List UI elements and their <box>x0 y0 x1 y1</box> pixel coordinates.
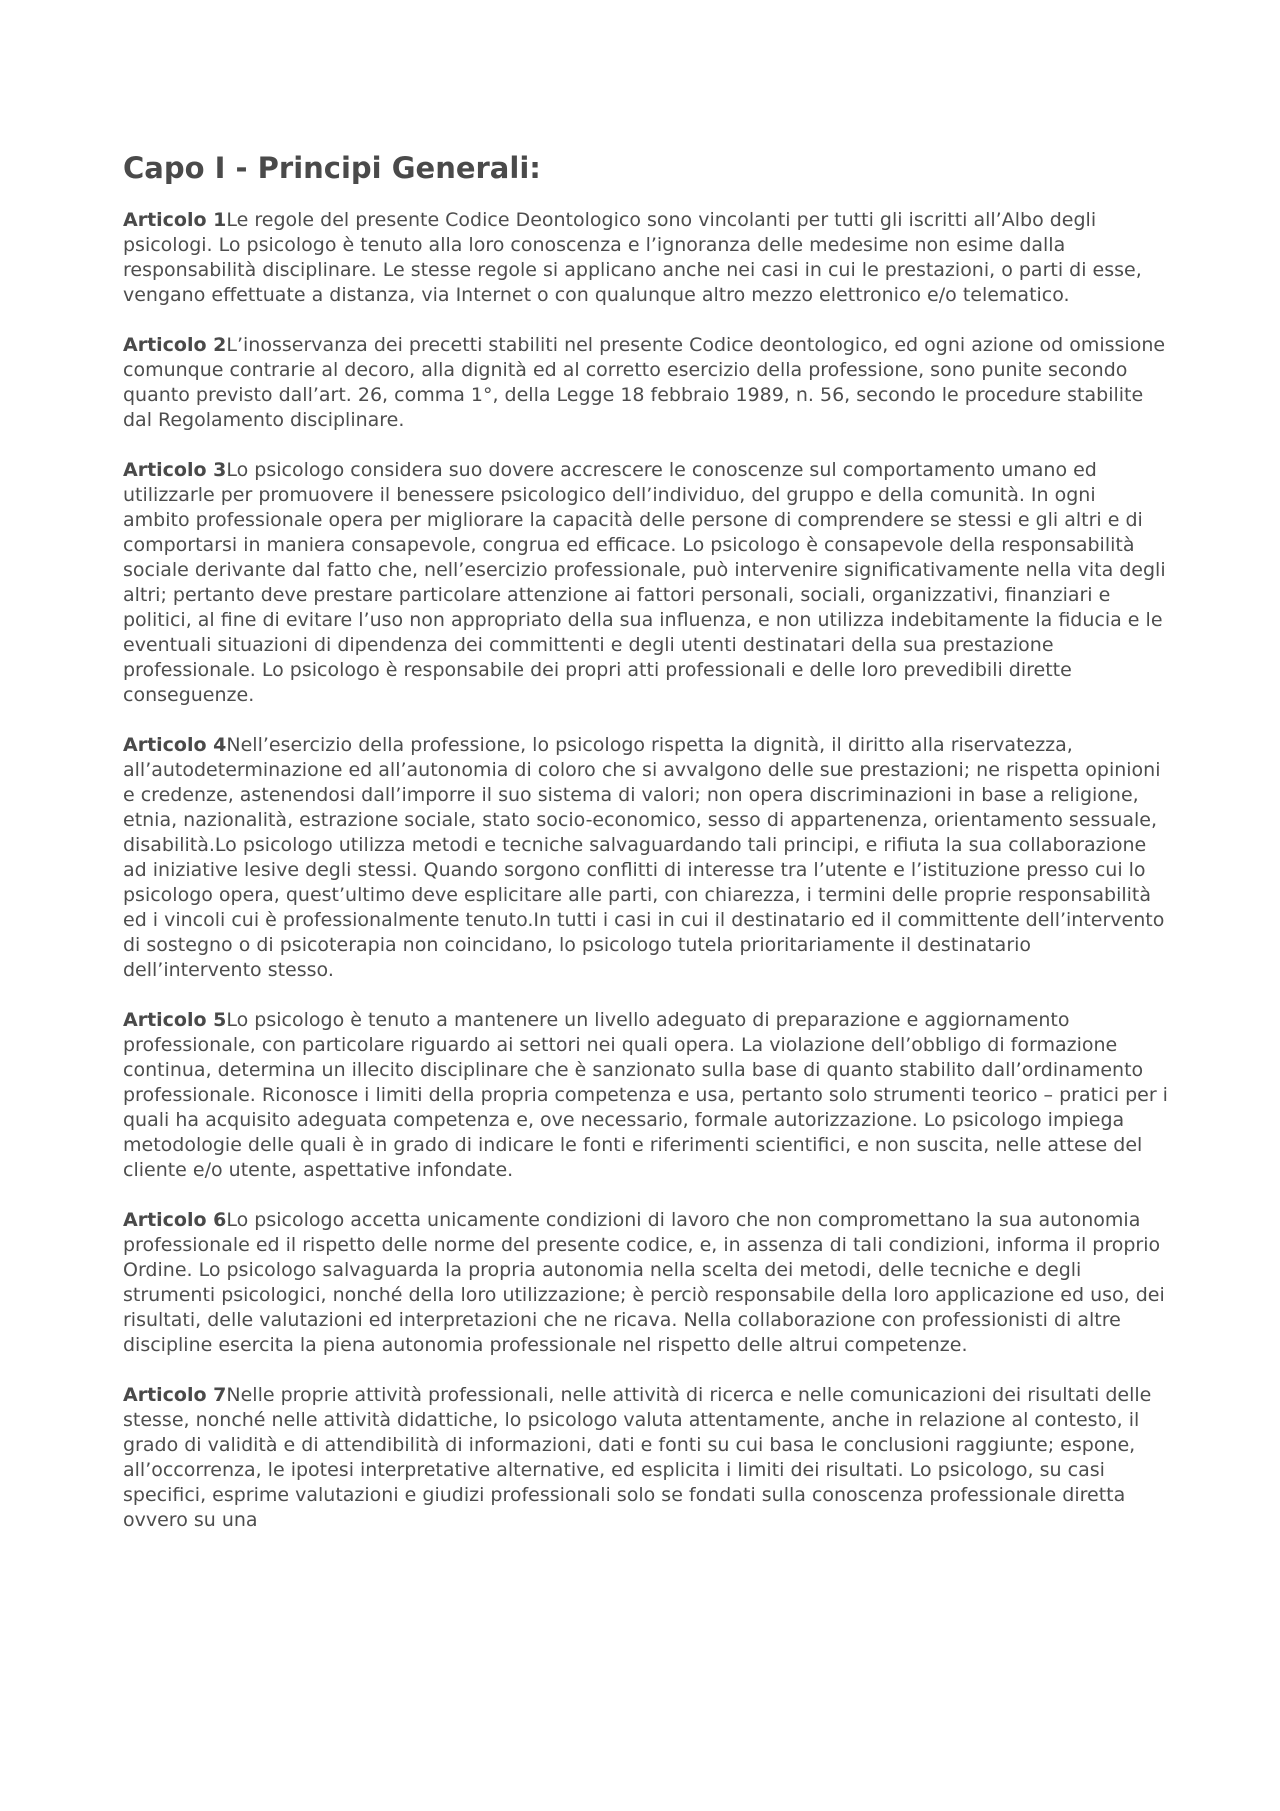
article-text: Nelle proprie attività professionali, nelle attività di ricerca e nelle comunicazioni dei risultati delle stesse, nonché nelle attività didattiche, lo psicologo valuta attentamente, anche in relazione al contesto, il grado di validità e di attendibilità di informazioni, dati e fonti su cui basa le conclusioni raggiunte; espone, all’occorrenza, le ipotesi interpretative alternative, ed esplicita i limiti dei risultati. Lo psicologo, su casi specifici, esprime valutazioni e giudizi professionali solo se fondati sulla conoscenza professionale diretta ovvero su una <box>123 1384 1152 1531</box>
article-label: Articolo 3 <box>123 459 227 481</box>
article-5 <box>123 1008 1168 1183</box>
article-4 <box>123 733 1168 983</box>
article-2 <box>123 333 1168 433</box>
article-3 <box>123 458 1168 708</box>
article-label: Articolo 2 <box>123 334 227 356</box>
article-label: Articolo 1 <box>123 209 227 231</box>
article-text: Lo psicologo accetta unicamente condizioni di lavoro che non compromettano la sua autonomia professionale ed il rispetto delle norme del presente codice, e, in assenza di tali condizioni, informa il proprio Ordine. Lo psicologo salvaguarda la propria autonomia nella scelta dei metodi, delle tecniche e degli strumenti psicologici, nonché della loro utilizzazione; è perciò responsabile della loro applicazione ed uso, dei risultati, delle valutazioni ed interpretazioni che ne ricava. Nella collaborazione con professionisti di altre discipline esercita la piena autonomia professionale nel rispetto delle altrui competenze. <box>123 1209 1165 1356</box>
article-label: Articolo 5 <box>123 1009 227 1031</box>
article-6 <box>123 1208 1168 1358</box>
document-page <box>123 150 1168 1558</box>
article-1 <box>123 208 1168 308</box>
page-title: Capo I - Principi Generali: <box>123 151 541 185</box>
article-text: L’inosservanza dei precetti stabiliti nel presente Codice deontologico, ed ogni azione od omissione comunque contrarie al decoro, alla dignità ed al corretto esercizio della professione, sono punite secondo quanto previsto dall’art. 26, comma 1°, della Legge 18 febbraio 1989, n. 56, secondo le procedure stabilite dal Regolamento disciplinare. <box>123 334 1166 431</box>
article-label: Articolo 6 <box>123 1209 227 1231</box>
article-text: Le regole del presente Codice Deontologico sono vincolanti per tutti gli iscritti all’Albo degli psicologi. Lo psicologo è tenuto alla loro conoscenza e l’ignoranza delle medesime non esime dalla responsabilità disciplinare. Le stesse regole si applicano anche nei casi in cui le prestazioni, o parti di esse, vengano effettuate a distanza, via Internet o con qualunque altro mezzo elettronico e/o telematico. <box>123 209 1142 306</box>
article-text: Lo psicologo considera suo dovere accrescere le conoscenze sul comportamento umano ed utilizzarle per promuovere il benessere psicologico dell’individuo, del gruppo e della comunità. In ogni ambito professionale opera per migliorare la capacità delle persone di comprendere se stessi e gli altri e di comportarsi in maniera consapevole, congrua ed efficace. Lo psicologo è consapevole della responsabilità sociale derivante dal fatto che, nell’esercizio professionale, può intervenire significativamente nella vita degli altri; pertanto deve prestare particolare attenzione ai fattori personali, sociali, organizzativi, finanziari e politici, al fine di evitare l’uso non appropriato della sua influenza, e non utilizza indebitamente la fiducia e le eventuali situazioni di dipendenza dei committenti e degli utenti destinatari della sua prestazione professionale. Lo psicologo è responsabile dei propri atti professionali e delle loro prevedibili dirette conseguenze. <box>123 459 1166 706</box>
article-text: Nell’esercizio della professione, lo psicologo rispetta la dignità, il diritto alla riservatezza, all’autodeterminazione ed all’autonomia di coloro che si avvalgono delle sue prestazioni; ne rispetta opinioni e credenze, astenendosi dall’imporre il suo sistema di valori; non opera discriminazioni in base a religione, etnia, nazionalità, estrazione sociale, stato socio-economico, sesso di appartenenza, orientamento sessuale, disabilità.Lo psicologo utilizza metodi e tecniche salvaguardando tali principi, e rifiuta la sua collaborazione ad iniziative lesive degli stessi. Quando sorgono conflitti di interesse tra l’utente e l’istituzione presso cui lo psicologo opera, quest’ultimo deve esplicitare alle parti, con chiarezza, i termini delle proprie responsabilità ed i vincoli cui è professionalmente tenuto.In tutti i casi in cui il destinatario ed il committente dell’intervento di sostegno o di psicoterapia non coincidano, lo psicologo tutela prioritariamente il destinatario dell’intervento stesso. <box>123 734 1165 981</box>
article-7 <box>123 1383 1168 1533</box>
article-label: Articolo 4 <box>123 734 227 756</box>
article-label: Articolo 7 <box>123 1384 227 1406</box>
article-text: Lo psicologo è tenuto a mantenere un livello adeguato di preparazione e aggiornamento professionale, con particolare riguardo ai settori nei quali opera. La violazione dell’obbligo di formazione continua, determina un illecito disciplinare che è sanzionato sulla base di quanto stabilito dall’ordinamento professionale. Riconosce i limiti della propria competenza e usa, pertanto solo strumenti teorico – pratici per i quali ha acquisito adeguata competenza e, ove necessario, formale autorizzazione. Lo psicologo impiega metodologie delle quali è in grado di indicare le fonti e riferimenti scientifici, e non suscita, nelle attese del cliente e/o utente, aspettative infondate. <box>123 1009 1168 1181</box>
